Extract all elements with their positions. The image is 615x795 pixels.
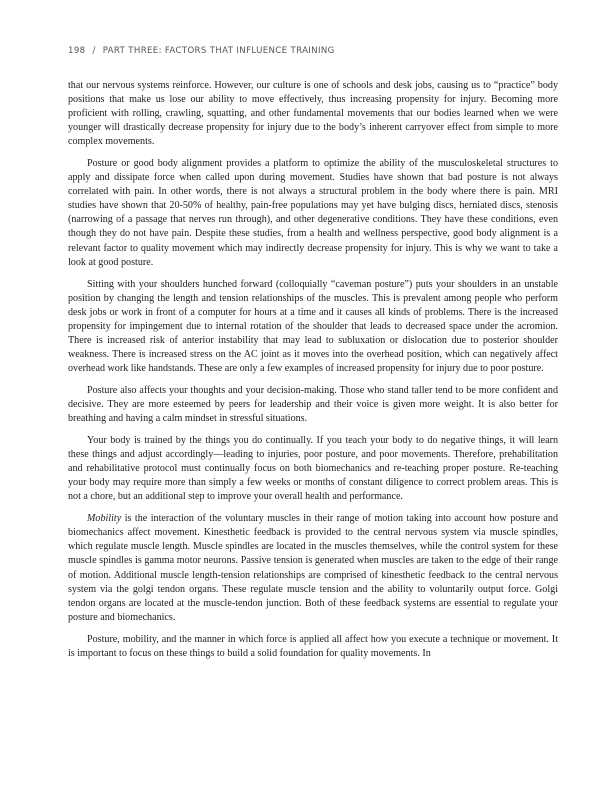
paragraph-7: Posture, mobility, and the manner in which force is applied all affect how you execute a technique or movement. It is important to focus on these things to build a solid foundation for quality movements. In [68, 633, 558, 659]
paragraph-3: Sitting with your shoulders hunched forward (colloquially “caveman posture”) puts your shoulders in an unstable position by changing the length and tension relationships of the muscles. This is prevalent among people who perform desk jobs or work in front of a computer for hours at a time and it causes all kinds of problems. There is the increased propensity for impingement due to internal rotation of the shoulder that leads to decreased space under the acromion. There is increased risk of anterior instability that may lead to subluxation or dislocation due to posterior shoulder weakness. There is increased stress on the AC joint as it moves into the overhead position, which can negatively affect overhead work like handstands. These are only a few examples of increased propensity for injury due to poor posture. [68, 278, 558, 374]
running-header [68, 46, 335, 56]
paragraph-2: Posture or good body alignment provides a platform to optimize the ability of the musculoskeletal structures to apply and dissipate force when called upon during movement. Studies have shown that bad posture is not always correlated with pain. In other words, there is not always a structural problem in the body where there is pain. MRI studies have shown that 20-50% of healthy, pain-free populations may yet have bulging discs, herniated discs, stenosis (narrowing of a passage that nerves run through), and other degenerative conditions. They have these conditions, even though they do not have pain. Despite these studies, from a health and wellness perspective, good body alignment is a relevant factor to quality movement which may indirectly decrease propensity for injury. This is why we want to take a look at good posture. [68, 158, 558, 268]
paragraph-6 [68, 512, 558, 624]
paragraph-6-text: is the interaction of the voluntary muscles in their range of motion taking into account how posture and biomechanics affect movement. Kinesthetic feedback is provided to the central nervous system via muscle spindles, which regulate muscle length. Muscle spindles are located in the muscles themselves, while the control system for these muscle spindles is gamma motor neurons. Passive tension is generated when muscles are taken to the edge of their range of motion. Additional muscle length-tension relationships are comprised of kinesthetic feedback to the central nervous system via the golgi tendon organs. These regulate muscle tension and the ability to voluntarily output force. Golgi tendon organs are located at the muscle-tendon junction. Both of these feedback systems are essential to regulate your posture and biomechanics. [68, 513, 558, 623]
body-text [68, 79, 558, 669]
paragraph-5: Your body is trained by the things you do continually. If you teach your body to do negative things, it will learn these things and adjust accordingly—leading to injuries, poor posture, and poor movements. Therefore, prehabilitation and rehabilitative protocol must continually focus on both biomechanics and re-teaching proper posture. Re-teaching your body may require more than simply a few weeks or months of constant diligence to correct problem areas. This is not a chore, but an additional step to improve your overall health and performance. [68, 435, 558, 503]
header-separator: / [92, 46, 96, 56]
section-title: PART THREE: FACTORS THAT INFLUENCE TRAINING [102, 46, 335, 56]
paragraph-1: that our nervous systems reinforce. However, our culture is one of schools and desk jobs, causing us to “practice” body positions that make us lose our ability to move effectively, thus increasing propensity for injury. Becoming more proficient with rolling, crawling, squatting, and other fundamental movements that our bodies learned when we were younger will drastically decrease propensity for injury due to the body’s inherent carryover effect from simple to more complex movements. [68, 80, 558, 148]
paragraph-4: Posture also affects your thoughts and your decision-making. Those who stand taller tend to be more confident and decisive. They are more esteemed by peers for leadership and their voice is given more weight. It is also better for breathing and having a calm mindset in stressful situations. [68, 384, 558, 425]
page-number: 198 [68, 46, 86, 56]
mobility-term: Mobility [87, 513, 122, 525]
